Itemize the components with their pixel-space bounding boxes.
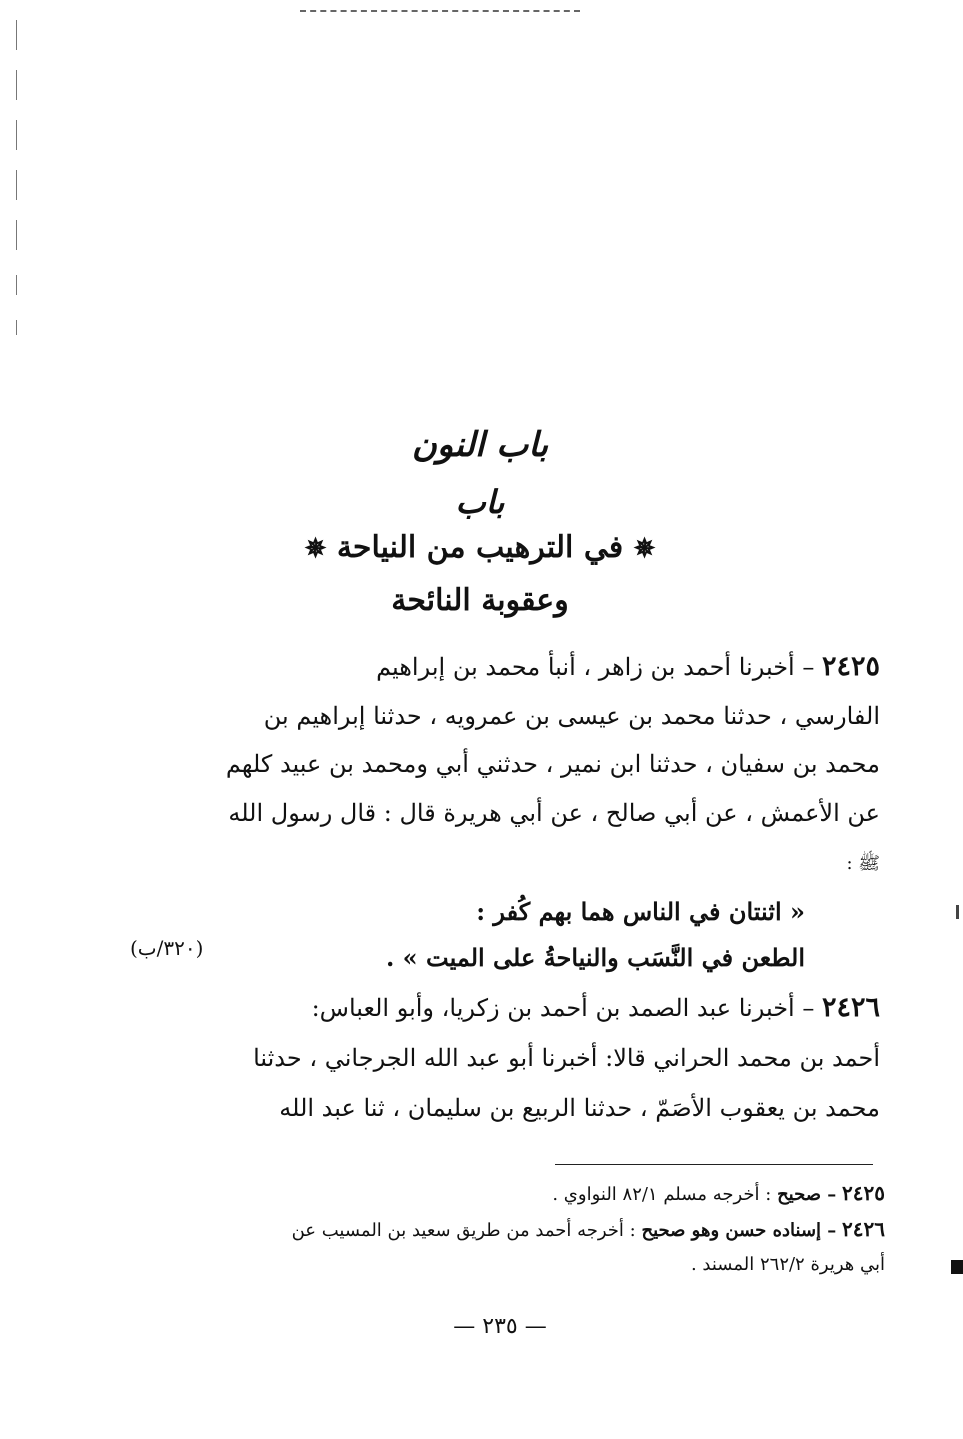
footnote-separator [555, 1164, 873, 1165]
footnote-grade: – صحيح [777, 1184, 837, 1205]
scan-margin-line [16, 275, 17, 295]
footnote-number: ٢٤٢٥ [842, 1181, 885, 1205]
scan-margin-line [16, 20, 17, 50]
scan-margin-line [16, 120, 17, 150]
text-line [180, 643, 880, 692]
scan-margin-line [16, 70, 17, 100]
page-number: — ٢٣٥ — [453, 1314, 547, 1339]
manuscript-folio-ref: (٣٢٠/ب) [130, 936, 204, 960]
text-line: محمد بن يعقوب الأصَمّ ، حدثنا الربيع بن سليمان ، ثنا عبد الله [279, 1094, 880, 1122]
hadith-2426 [180, 983, 880, 1133]
line-text: – أخبرنا عبد الصمد بن أحمد بن زكريا، وأبو العباس: [311, 994, 815, 1022]
hadith-number: ٢٤٢٦ [821, 992, 880, 1023]
scan-dashed-border [300, 10, 580, 12]
honorific: ﷺ : [846, 853, 880, 874]
footnotes [125, 1176, 885, 1282]
scan-margin-line [16, 320, 17, 335]
text-line: الفارسي ، حدثنا محمد بن عيسى بن عمرويه ، حدثنا إبراهيم بن [263, 701, 880, 730]
footnote-text: : أخرجه أحمد من طريق سعيد بن المسيب عن [291, 1220, 636, 1241]
hadith-2425 [180, 643, 880, 889]
scan-margin-line [16, 170, 17, 200]
line-text: – أخبرنا أحمد بن زاهر ، أنبأ محمد بن إبراهيم [376, 653, 815, 681]
text-line: محمد بن سفيان ، حدثنا ابن نمير ، حدثني أبي ومحمد بن عبيد كلهم [225, 750, 880, 778]
chapter-title: باب النون [411, 425, 549, 465]
text-line: عن الأعمش ، عن أبي صالح ، عن أبي هريرة قال : قال رسول الله [228, 798, 880, 827]
scan-edge-mark [956, 905, 959, 919]
section-title-text: في الترهيب من النياحة [336, 530, 624, 565]
scan-margin-line [16, 220, 17, 250]
star-ornament-icon: ✵ [633, 534, 656, 564]
footnote-grade: – إسناده حسن وهو صحيح [641, 1220, 837, 1241]
footnote [125, 1176, 885, 1212]
footnote-number: ٢٤٢٦ [842, 1217, 885, 1241]
text-line [180, 837, 880, 889]
text-line: أحمد بن محمد الحراني قالا: أخبرنا أبو عبد الله الجرجاني ، حدثنا [253, 1044, 880, 1072]
hadith-number: ٢٤٢٥ [821, 651, 880, 682]
section-subtitle: وعقوبة النائحة [391, 583, 569, 618]
star-ornament-icon: ✵ [304, 534, 327, 564]
quote-line: الطعن في النَّسَب والنياحةُ على الميت » . [385, 943, 805, 972]
section-title [150, 530, 810, 565]
text-line [180, 983, 880, 1033]
scan-edge-mark [951, 1260, 963, 1274]
hadith-quote [180, 889, 805, 981]
footnote [125, 1212, 885, 1248]
section-label: باب [455, 483, 505, 521]
footnote-continuation: أبي هريرة ٢٦٢/٢ المسند . [690, 1254, 885, 1275]
footnote-text: : أخرجه مسلم ٨٢/١ النواوي . [552, 1184, 772, 1205]
quote-line: « اثنتان في الناس هما بهم كُفر : [476, 897, 805, 926]
